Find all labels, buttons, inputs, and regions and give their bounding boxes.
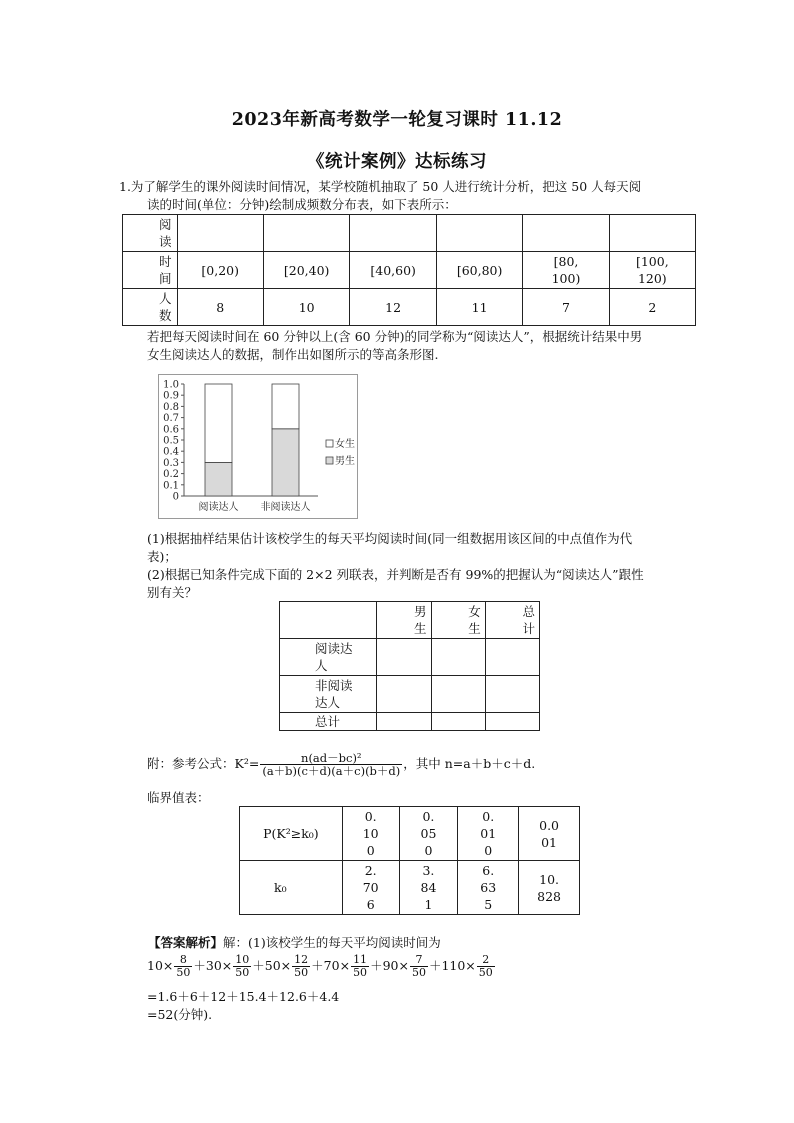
formula-prefix: 附：参考公式：K²= [147,756,260,771]
answer-intro-text: 解：(1)该校学生的每天平均阅读时间为 [223,935,441,950]
reference-formula [147,752,707,777]
part2-line1: (2)根据已知条件完成下面的 2×2 列联表，并判断是否有 99%的把握认为“阅读达人”跟性 [147,567,644,582]
critical-table-label: 临界值表： [147,790,210,805]
bar-segment-male [272,429,299,496]
row-head-reading: 阅 读 [123,215,178,252]
y-tick-label: 0.6 [163,424,179,436]
question-intro-line2: 读的时间(单位：分钟)绘制成频数分布表，如下表所示： [147,197,457,212]
y-tick-label: 0 [172,491,179,503]
k0-value-cell: 6. 63 5 [458,861,519,915]
empty-cell [485,676,539,713]
frequency-table [122,214,696,326]
answer-calculation: 10× $\frac{8}{50}$ ＋30× $\frac{10}{50}$ ＋50× $\frac{12}{50}$ ＋70× $\frac{11}{50}$ ＋90× $\frac{7}{50}$ ＋110× $\frac{2}{50}$ [147,953,493,979]
y-tick-label: 0.5 [163,435,179,447]
count-cell: 10 [263,289,349,326]
part1-line2: 表)； [147,549,177,564]
page-title-line1: 2023年新高考数学一轮复习课时 11.12 [231,110,563,130]
k0-value-cell: 3. 84 1 [399,861,458,915]
formula-numerator: n(ad－bc)² [260,752,402,765]
y-tick-label: 0.1 [163,480,179,492]
interval-cell: [0,20) [177,252,263,289]
y-tick-label: 0.7 [163,413,179,425]
col-head-female: 女 生 [431,602,485,639]
p-row-head: P(K²≥k₀) [240,807,343,861]
interval-cell: [60,80) [436,252,522,289]
interval-cell: [20,40) [263,252,349,289]
formula-denominator: (a＋b)(c＋d)(a＋c)(b＋d) [262,764,401,778]
critical-value-table [239,806,580,915]
fraction: $\frac{2}{50}$ [478,953,493,979]
k0-row-head: k₀ [240,861,343,915]
x-tick-label: 非阅读达人 [260,502,311,513]
stacked-bar-chart [158,374,358,519]
fraction: $\frac{11}{50}$ [353,953,368,979]
y-tick-label: 0.8 [163,401,179,413]
formula-fraction [260,752,402,777]
contingency-table [279,601,540,731]
k0-value-cell: 10. 828 [519,861,580,915]
formula-suffix: ，其中 n=a＋b＋c＋d. [403,756,536,771]
fraction: $\frac{12}{50}$ [294,953,309,979]
k0-value-cell: 2. 70 6 [342,861,399,915]
empty-cell [431,676,485,713]
y-tick-label: 1.0 [163,379,179,391]
bar-segment-female [205,384,232,462]
count-cell: 2 [609,289,695,326]
fraction: $\frac{10}{50}$ [235,953,250,979]
col-head-male: 男 生 [377,602,431,639]
row-head-total: 总计 [280,713,377,731]
y-tick-label: 0.9 [163,390,179,402]
fraction: $\frac{8}{50}$ [176,953,191,979]
row-head-reader: 阅读达 人 [280,639,377,676]
count-cell: 12 [350,289,436,326]
p-value-cell: 0. 10 0 [342,807,399,861]
count-cell: 7 [523,289,609,326]
question-intro-line1: 1.为了解学生的课外阅读时间情况，某学校随机抽取了 50 人进行统计分析，把这 50 人每天阅 [119,179,642,194]
legend-label: 男生 [335,456,355,467]
part2-line2: 别有关？ [147,585,198,600]
interval-cell: [40,60) [350,252,436,289]
count-cell: 11 [436,289,522,326]
empty-cell [485,639,539,676]
interval-cell: [100, 120) [609,252,695,289]
bar-segment-female [272,384,299,429]
p-value-cell: 0. 05 0 [399,807,458,861]
empty-cell [377,639,431,676]
y-tick-label: 0.4 [163,446,179,458]
legend-swatch [326,440,333,447]
answer-line2: =1.6＋6＋12＋15.4＋12.6＋4.4 [147,989,340,1004]
interval-cell: [80, 100) [523,252,609,289]
empty-cell [431,639,485,676]
row-head-time: 时 间 [123,252,178,289]
empty-cell [377,713,431,731]
fraction: $\frac{7}{50}$ [411,953,426,979]
page-title-line2: 《统计案例》达标练习 [307,152,487,172]
empty-cell [377,676,431,713]
legend-label: 女生 [335,439,355,450]
y-tick-label: 0.2 [163,469,179,481]
row-head-count: 人 数 [123,289,178,326]
empty-cell [431,713,485,731]
empty-cell [485,713,539,731]
count-cell: 8 [177,289,263,326]
p-value-cell: 0. 01 0 [458,807,519,861]
legend-swatch [326,457,333,464]
answer-intro [148,934,441,951]
condition-line2: 女生阅读达人的数据，制作出如图所示的等高条形图. [147,347,439,362]
part1-line1: (1)根据抽样结果估计该校学生的每天平均阅读时间(同一组数据用该区间的中点值作为代 [147,531,633,546]
col-head-total: 总 计 [485,602,539,639]
answer-label: 【答案解析】 [148,935,224,950]
x-tick-label: 阅读达人 [198,502,239,513]
answer-line3: =52(分钟). [147,1007,213,1022]
row-head-non-reader: 非阅读 达人 [280,676,377,713]
bar-segment-male [205,462,232,496]
condition-line1: 若把每天阅读时间在 60 分钟以上(含 60 分钟)的同学称为“阅读达人”，根据统计结果中男 [147,329,643,344]
p-value-cell: 0.0 01 [519,807,580,861]
y-tick-label: 0.3 [163,457,179,469]
